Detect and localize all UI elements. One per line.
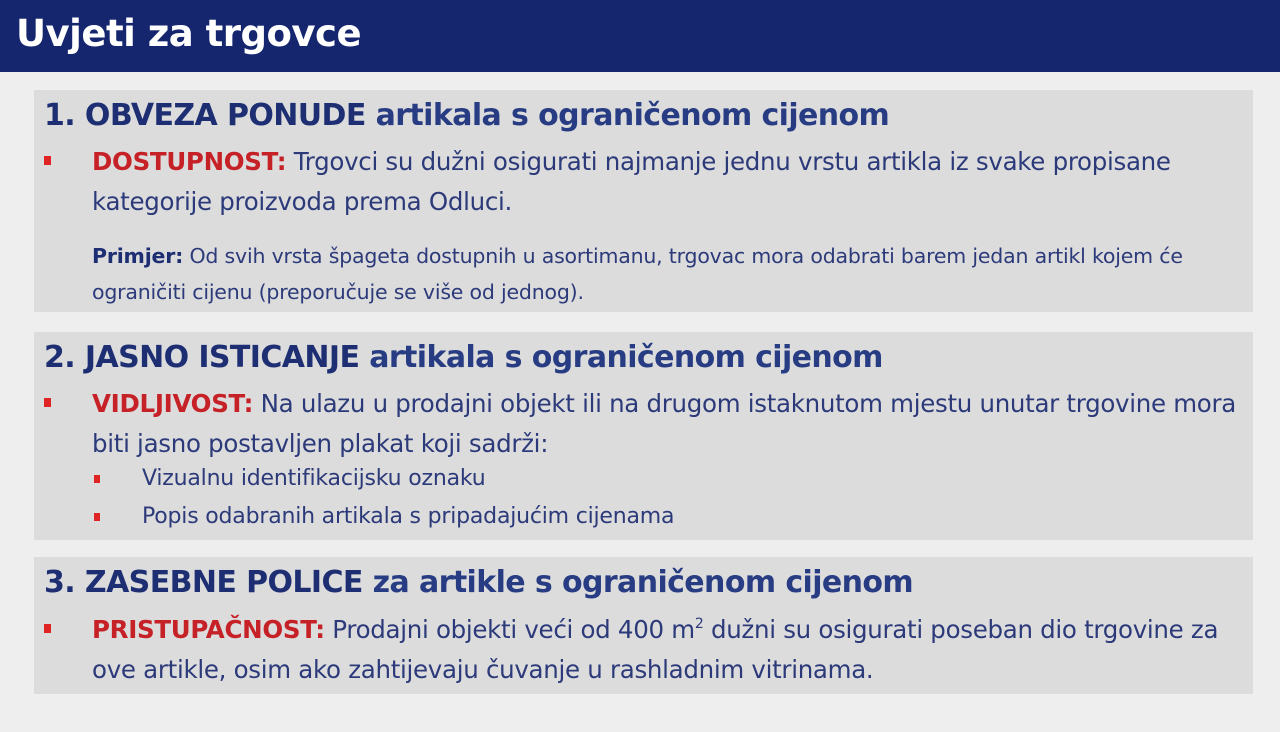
section-heading-rest: za artikle s ograničenom cijenom [362,565,914,600]
sub-item [94,502,674,532]
superscript: 2 [694,616,704,632]
section-heading-number: 1. OBVEZA PONUDE [44,98,366,133]
section-heading-number: 3. ZASEBNE POLICE [44,565,363,600]
bullet-text-before: Prodajni objekti veći od 400 m [324,615,695,644]
bullet-dostupnost [44,142,1244,222]
bullet-keyword: VIDLJIVOST: [92,389,254,418]
bullet-pristupacnost [44,610,1244,690]
sub-item-text: Popis odabranih artikala s pripadajućim cijenama [142,504,675,529]
title-bar [0,0,1280,72]
red-square-bullet-icon [94,513,100,521]
bullet-text: Na ulazu u prodajni objekt ili na drugom istaknutom mjestu unutar trgovine mora biti jasno postavljen plakat koji sadrži: [92,389,1236,458]
example-note [92,238,1242,310]
red-square-bullet-icon [94,475,100,483]
section-obveza-ponude [34,90,1253,312]
bullet-keyword: PRISTUPAČNOST: [92,615,325,644]
section-zasebne-police [34,557,1253,694]
page-title: Uvjeti za trgovce [16,12,362,55]
section-heading [44,565,913,600]
red-square-bullet-icon [44,156,51,165]
red-square-bullet-icon [44,624,51,633]
sub-item [94,464,485,494]
bullet-text: Trgovci su dužni osigurati najmanje jednu vrstu artikla iz svake propisane kategorije proizvoda prema Odluci. [92,147,1171,216]
bullet-keyword: DOSTUPNOST: [92,147,287,176]
sub-item-text: Vizualnu identifikacijsku oznaku [142,466,486,491]
section-heading [44,98,889,133]
section-heading-number: 2. JASNO ISTICANJE [44,340,360,375]
section-jasno-isticanje [34,332,1253,540]
bullet-vidljivost [44,384,1244,464]
section-heading-rest: artikala s ograničenom cijenom [365,98,890,133]
red-square-bullet-icon [44,398,51,407]
example-text: Od svih vrsta špageta dostupnih u asortimanu, trgovac mora odabrati barem jedan artikl kojem će ograničiti cijenu (preporučuje se više od jednog). [92,244,1183,304]
bullet-text-after: dužni su osigurati poseban dio trgovine za ove artikle, osim ako zahtijevaju čuvanje u rashladnim vitrinama. [92,615,1219,684]
example-label: Primjer: [92,244,184,268]
section-heading-rest: artikala s ograničenom cijenom [359,340,883,375]
section-heading [44,340,883,375]
